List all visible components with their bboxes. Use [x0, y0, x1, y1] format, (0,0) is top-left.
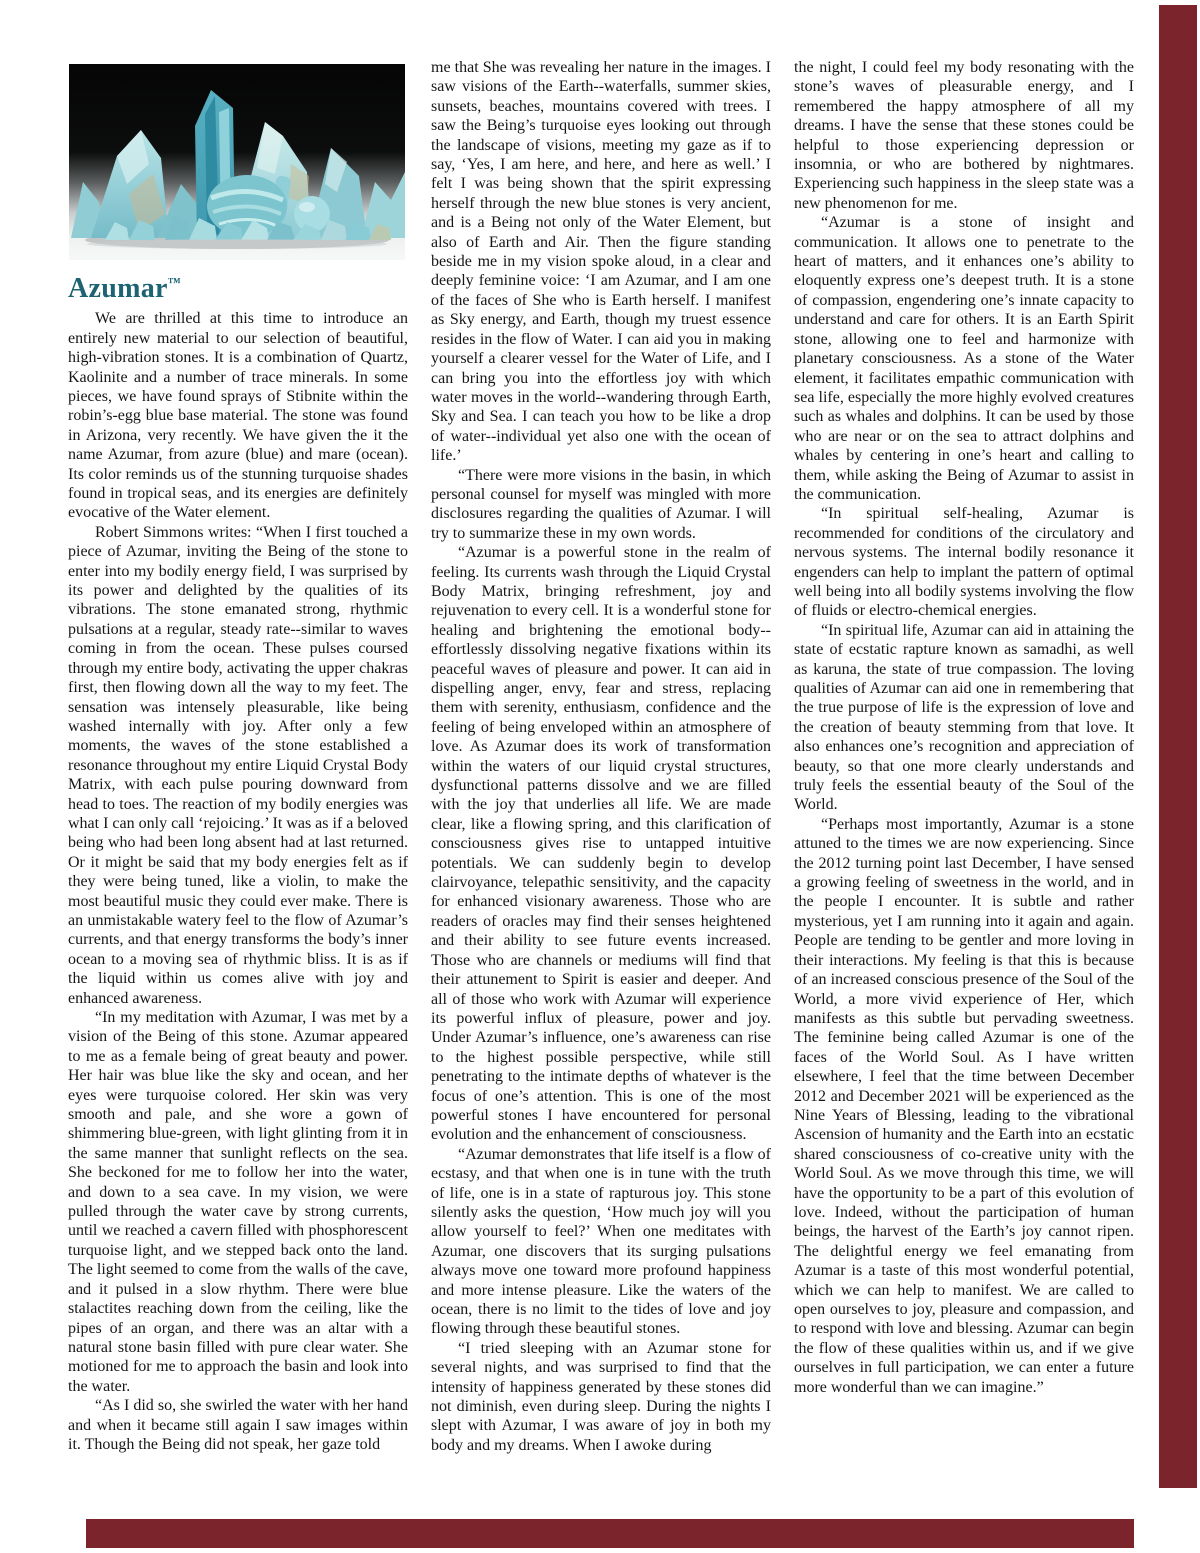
book-edge-bottom — [86, 1519, 1134, 1548]
paragraph: “Perhaps most importantly, Azumar is a stone attuned to the times we are now experiencing. Since the 2012 turning point last December, I have sensed a growing feeling of sweetness in the world, and in the people I encounter. It is subtle and rather mysterious, yet I am running into it again and again. People are tending to be gentler and more loving in their interactions. My feeling is that this is because of an increased conscious presence of the Soul of the World, a more vivid experience of Her, which manifests as this subtle but pervading sweetness. The feminine being called Azumar is one of the faces of the World Soul. As I have written elsewhere, I feel that the time between December 2012 and December 2021 will be experienced as the Nine Years of Blessing, leading to the vibrational Ascension of humanity and the Earth into an ecstatic shared consciousness of co-creative unity with the World Soul. As we move through this time, we will have the opportunity to be a part of this evolution of love. Indeed, without the participation of human beings, the harvest of the Earth’s joy cannot ripen. The delightful energy we feel emanating from Azumar is a taste of this most wonderful potential, which we can help to manifest. We are called to open ourselves to joy, pleasure and compassion, and to respond with love and blessing. Azumar can begin the flow of these qualities within us, and if we give ourselves in full participation, we can enter a future more wonderful than we can imagine.” — [794, 815, 1134, 1396]
paragraph: We are thrilled at this time to introduce an entirely new material to our selection of beautiful, high-vibration stones. It is a combination of Quartz, Kaolinite and a number of trace minerals. In some pieces, we have found sprays of Stibnite within the robin’s-egg blue base material. The stone was found in Arizona, very recently. We have given the it the name Azumar, from azure (blue) and mare (ocean). Its color reminds us of the stunning turquoise shades found in tropical seas, and its energies are definitely evocative of the Water element. — [68, 310, 408, 522]
paragraph: “As I did so, she swirled the water with her hand and when it became still again I saw images within it. Though the Being did not speak, her gaze told — [68, 1397, 408, 1453]
text-column-3 — [794, 58, 1134, 1455]
paragraph: “Azumar demonstrates that life itself is a flow of ecstasy, and that when one is in tune with the truth of life, one is in a state of rapturous joy. This stone silently asks the question, ‘How much joy will you allow yourself to feel?’ When one meditates with Azumar, one discovers that its surging pulsations always move one toward more profound happiness and more intense pleasure. Like the waters of the ocean, there is no limit to the tides of love and joy flowing through these beautiful stones. — [431, 1145, 771, 1338]
paragraph: “I tried sleeping with an Azumar stone for several nights, and was surprised to find that the intensity of happiness generated by these stones did not diminish, even during sleep. During the nights I slept with Azumar, I was aware of joy in both my body and my dreams. When I awoke during — [431, 1339, 771, 1454]
paragraph: “Azumar is a stone of insight and communication. It allows one to penetrate to the heart of matters, and it enhances one’s ability to eloquently express one’s deepest truth. It is a stone of compassion, engendering one’s innate capacity to understand and care for others. It is an Earth Spirit stone, allowing one to feel and harmonize with planetary consciousness. As a stone of the Water element, it facilitates empathic communication with sea life, especially the more highly evolved creatures such as whales and dolphins. It can be used by those who are near or on the sea to attract dolphins and whales by centering in one’s heart and calling to them, while asking the Being of Azumar to assist in the communication. — [794, 214, 1134, 503]
paragraph: “In my meditation with Azumar, I was met by a vision of the Being of this stone. Azumar appeared to me as a female being of great beauty and power. Her hair was blue like the sky and ocean, and her eyes were turquoise colored. Her skin was very smooth and pale, and she wore a gown of shimmering blue-green, with light glinting from it in the same manner that sunlight reflects on the sea. She beckoned for me to follow her into the water, and down to a sea cave. In my vision, we were pulled through the water cave by strong currents, until we reached a cavern filled with phosphorescent turquoise light, and we stepped back onto the land. The light seemed to come from the walls of the cave, and it pulsed in a slow rhythm. There were blue stalactites reaching down from the ceiling, like the pipes of an organ, and there was an altar with a natural stone basin filled with pure clear water. She motioned for me to approach the basin and look into the water. — [68, 1009, 408, 1395]
paragraph: “There were more visions in the basin, in which personal counsel for myself was mingled with more disclosures regarding the qualities of Azumar. I will try to summarize these in my own words. — [431, 466, 771, 542]
page-title-text: Azumar — [68, 273, 168, 304]
book-edge-right — [1159, 5, 1197, 1488]
text-column-2 — [431, 58, 771, 1455]
paragraph: Robert Simmons writes: “When I first touched a piece of Azumar, inviting the Being of the stone to enter into my bodily energy field, I was surprised by its power and delighted by the qualities of its vibrations. The stone emanated strong, rhythmic pulsations at a regular, steady rate--similar to waves coming in from the ocean. These pulses coursed through my entire body, activating the upper chakras first, then flowing down all the way to my feet. The sensation was intensely pleasurable, like being washed internally with joy. After only a few moments, the waves of the stone established a resonance throughout my entire Liquid Crystal Body Matrix, with each pulse pouring downward from head to toes. The reaction of my bodily energies was what I can only call ‘rejoicing.’ It was as if a beloved being who had been long absent had at last returned. Or it might be said that my body energies felt as if they were being tuned, like a violin, to make the most beautiful music they could ever make. There is an unmistakable watery feel to the flow of Azumar’s currents, and that energy transforms the body’s inner ocean to a moving sea of rhythmic bliss. It is as if the liquid within us comes alive with joy and enhanced awareness. — [68, 523, 409, 1007]
paragraph: “Azumar is a powerful stone in the realm of feeling. Its currents wash through the Liquid Crystal Body Matrix, bringing refreshment, joy and rejuvenation to every cell. It is a wonderful stone for healing and brightening the emotional body--effortlessly dissolving negative fixations within its peaceful waves of pleasure and power. It can aid in dispelling anger, envy, fear and stress, replacing them with serenity, enthusiasm, confidence and the feeling of being enveloped within an atmosphere of love. As Azumar does its work of transformation within the waters of our liquid crystal structures, dysfunctional patterns dissolve and we are filled with the joy that underlies all life. We are made clear, like a flowing spring, and this clarification of consciousness gives rise to untapped intuitive potentials. We can suddenly begin to develop clairvoyance, telepathic sensitivity, and the capacity for enhanced visionary awareness. Those who are readers of oracles may find their senses heightened and their ability to see future events increased. Those who are channels or mediums will find that their attunement to Spirit is easier and deeper. And all of those who work with Azumar will experience its powerful influx of pleasure, power and joy. Under Azumar’s influence, one’s awareness can rise to the highest possible perspective, while still penetrating to the intimate depths of whatever is the focus of one’s attention. This is one of the most powerful stones I have encountered for personal evolution and the enhancement of consciousness. — [431, 544, 771, 1144]
article-content — [68, 58, 1134, 1455]
paragraph: “In spiritual life, Azumar can aid in attaining the state of ecstatic rapture known as samadhi, as well as karuna, the state of true compassion. The loving qualities of Azumar can aid one in remembering that the true purpose of life is the expression of love and the creation of beauty stemming from that love. It also enhances one’s recognition and appreciation of beauty, so that one more clearly understands and truly feels the essential beauty of the Soul of the World. — [794, 621, 1134, 814]
page-title — [68, 274, 408, 303]
trademark-symbol: ™ — [167, 274, 182, 290]
text-column-1 — [68, 58, 408, 1455]
paragraph: the night, I could feel my body resonating with the stone’s waves of pleasurable energy, and I remembered the happy atmosphere of all my dreams. I have the sense that these stones could be helpful to those experiencing depression or insomnia, or who are bothered by nightmares. Experiencing such happiness in the sleep state was a new phenomenon for me. — [794, 59, 1134, 212]
paragraph: “In spiritual self-healing, Azumar is recommended for conditions of the circulatory and nervous systems. The internal bodily resonance it engenders can help to implant the pattern of optimal well being into all bodily systems involving the flow of fluids or electro-chemical energies. — [794, 505, 1134, 620]
azumar-stones-photo — [69, 64, 405, 260]
paragraph: me that She was revealing her nature in the images. I saw visions of the Earth--waterfalls, summer skies, sunsets, beaches, mountains covered with trees. I saw the Being’s turquoise eyes looking out through the landscape of visions, meeting my gaze as if to say, ‘Yes, I am here, and here, and here as well.’ I felt I was being shown that the spirit expressing herself through the new blue stones is very ancient, and is a Being not only of the Water Element, but also of Earth and Air. Then the figure standing beside me in my vision spoke aloud, in a clear and deeply feminine voice: ‘I am Azumar, and I am one of the faces of She who is Earth herself. I manifest as Sky energy, and Earth, though my truest essence resides in the flow of Water. I can aid you in making yourself a clearer vessel for the Water of Life, and I can bring you into the effortless joy with which water moves in the world--wandering through Earth, Sky and Sea. I can teach you how to be like a drop of water--individual yet also one with the ocean of life.’ — [431, 59, 771, 465]
azumar-stones-illustration — [69, 64, 405, 260]
